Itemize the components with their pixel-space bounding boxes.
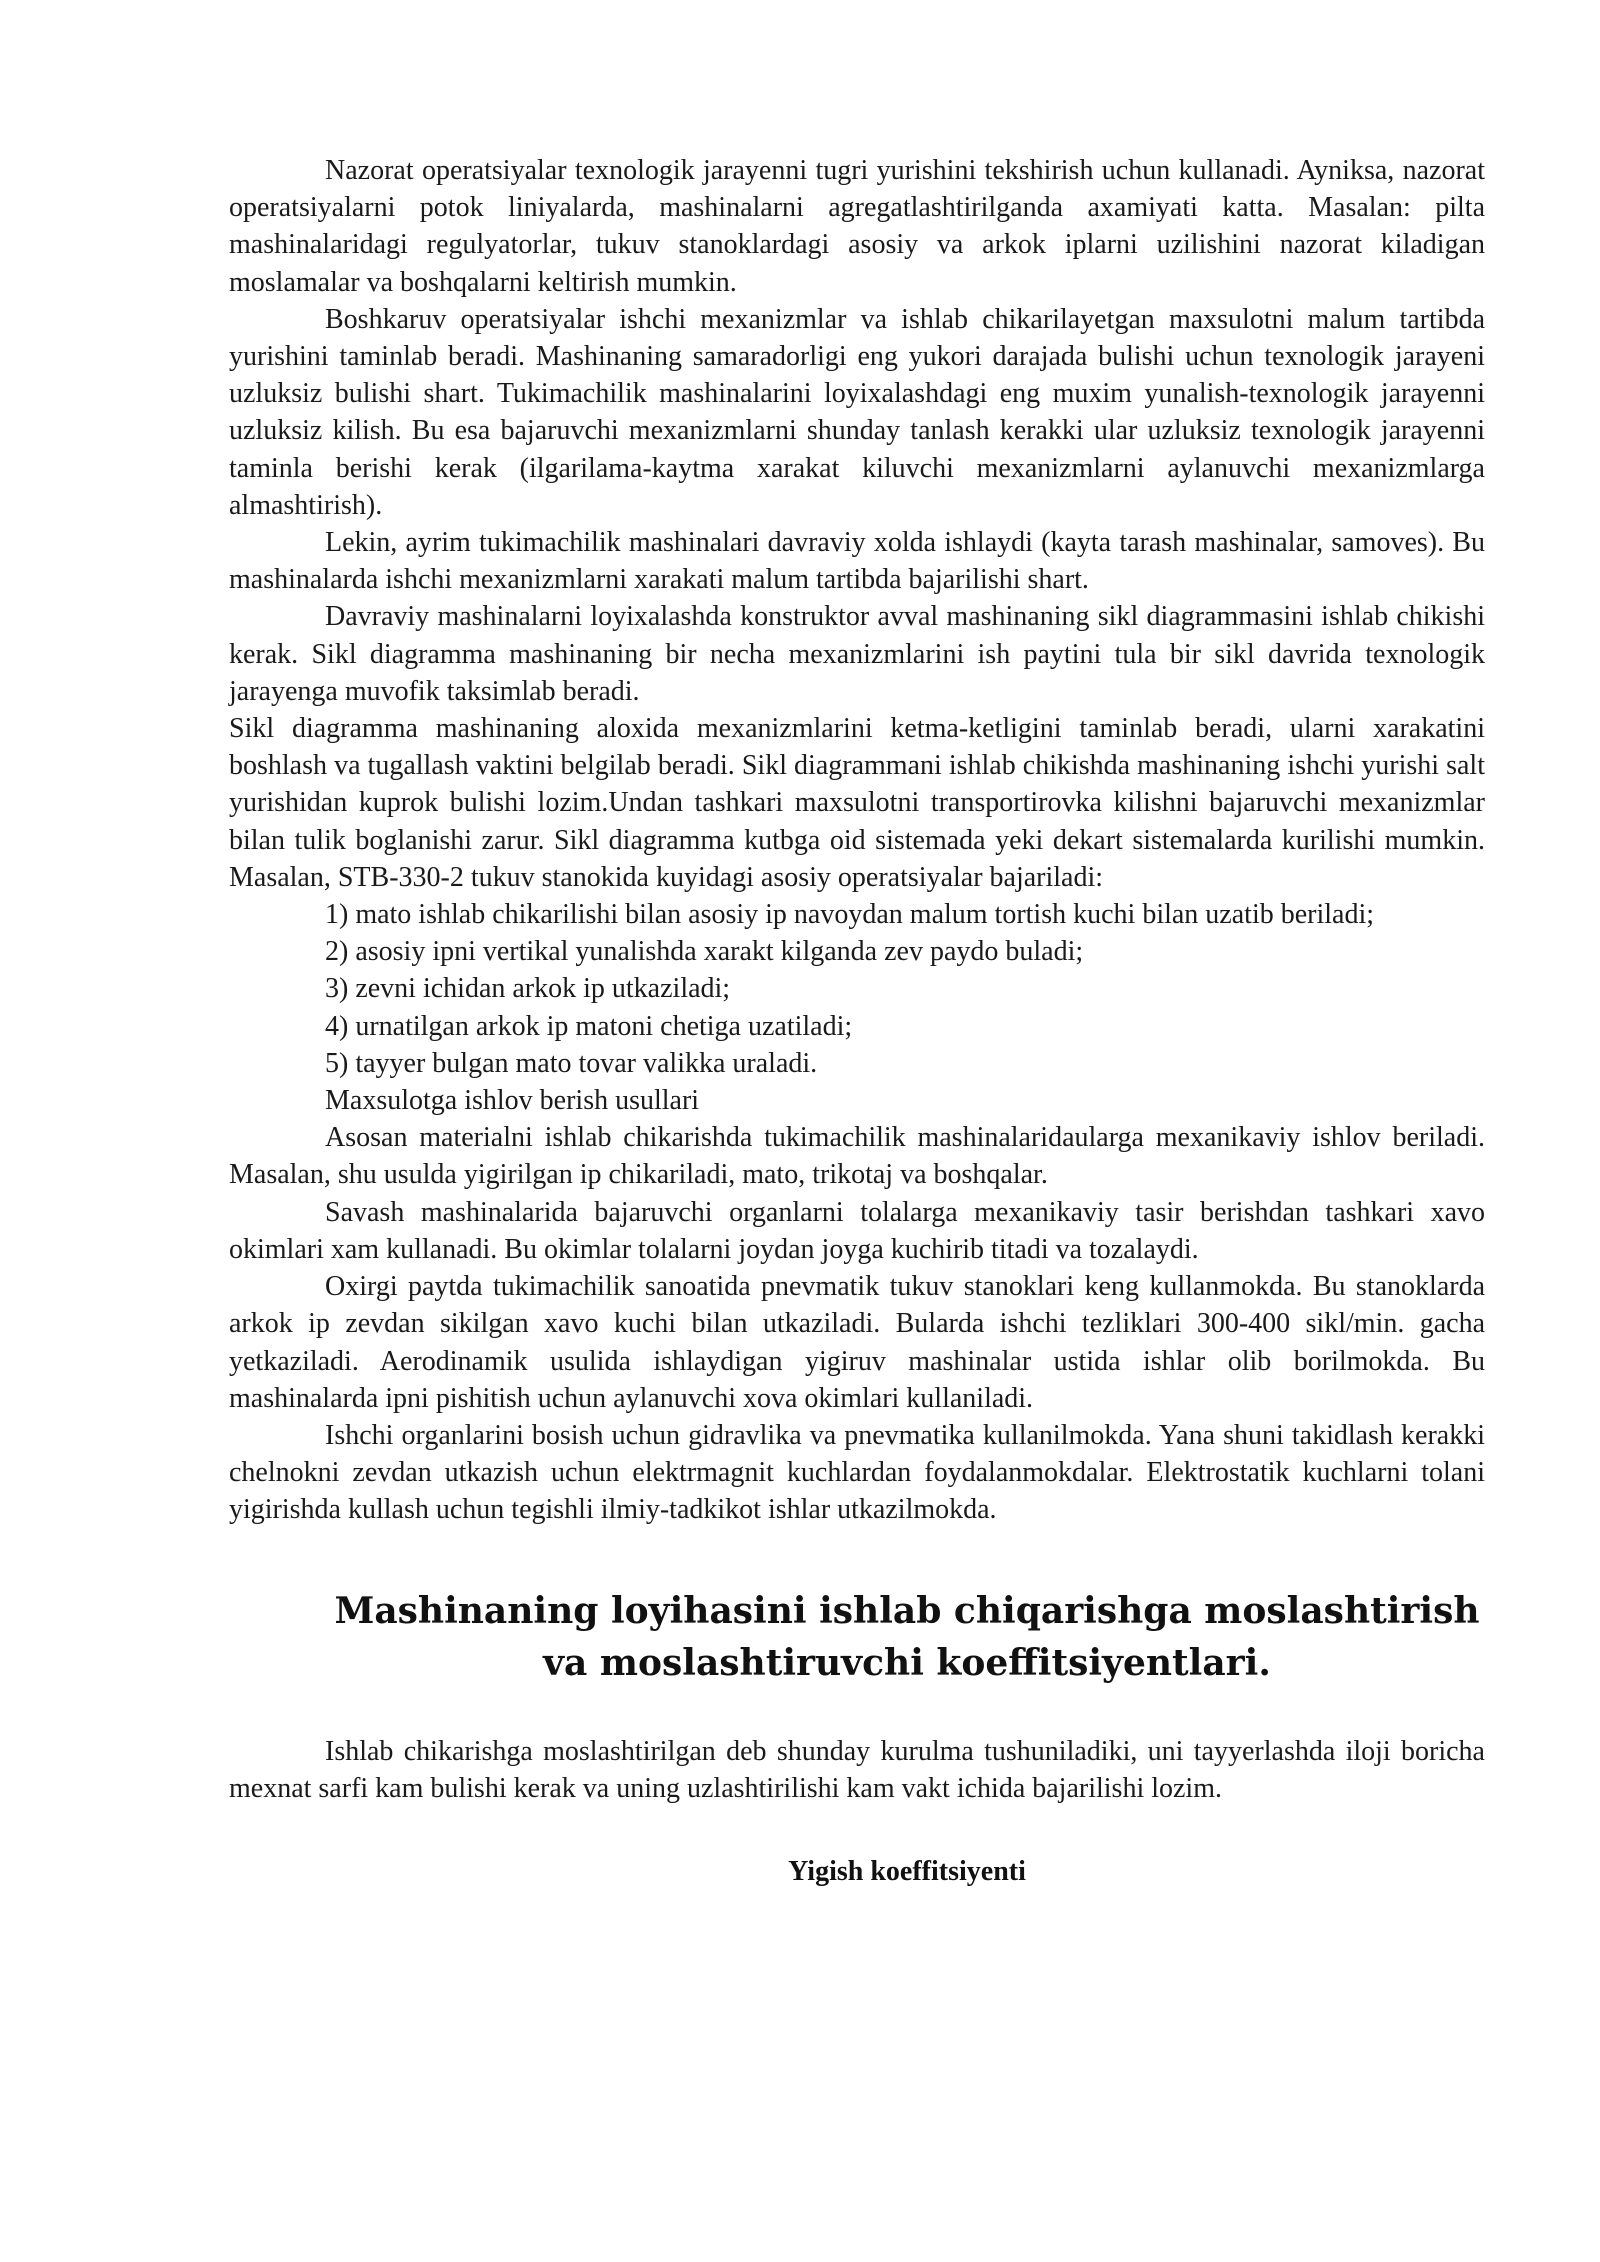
paragraph: Oxirgi paytda tukimachilik sanoatida pnevmatik tukuv stanoklari keng kullanmokda. Bu stanoklarda arkok ip zevdan sikilgan xavo kuchi bilan utkaziladi. Bularda ishchi tezliklari 300-400 sikl/min. gacha yetkaziladi. Aerodinamik usulida ishlaydigan yigiruv mashinalar ustida ishlar olib borilmokda. Bu mashinalarda ipni pishitish uchun aylanuvchi xova okimlari kullaniladi. xyxy=(229,1271,1485,1414)
paragraph: Boshkaruv operatsiyalar ishchi mexanizmlar va ishlab chikarilayetgan maxsulotni malum tartibda yurishini taminlab beradi. Mashinaning samaradorligi eng yukori darajada bulishi uchun texnologik jarayeni uzluksiz bulishi shart. Tukimachilik mashinalarini loyixalashdagi eng muxim yunalish-texnologik jarayenni uzluksiz kilish. Bu esa bajaruvchi mexanizmlarni shunday tanlash kerakki ular uzluksiz texnologik jarayenni taminla berishi kerak (ilgarilama-kaytma xarakat kiluvchi mexanizmlarni aylanuvchi mexanizmlarga almashtirish). xyxy=(229,303,1485,521)
paragraph: Nazorat operatsiyalar texnologik jarayenni tugri yurishini tekshirish uchun kullanadi. Ayniksa, nazorat operatsiyalarni potok liniyalarda, mashinalarni agregatlashtirilganda axamiyati katta. Masalan: pilta mashinalaridagi regulyatorlar, tukuv stanoklardagi asosiy va arkok iplarni uzilishini nazorat kiladigan moslamalar va boshqalarni keltirish mumkin. xyxy=(229,155,1485,298)
paragraph: Ishchi organlarini bosish uchun gidravlika va pnevmatika kullanilmokda. Yana shuni takidlash kerakki chelnokni zevdan utkazish uchun elektrmagnit kuchlardan foydalanmokdalar. Elektrostatik kuchlarni tolani yigirishda kullash uchun tegishli ilmiy-tadkikot ishlar utkazilmokda. xyxy=(229,1419,1485,1526)
paragraph: Asosan materialni ishlab chikarishda tukimachilik mashinalaridaularga mexanikaviy ishlov beriladi. Masalan, shu usulda yigirilgan ip chikariladi, mato, trikotaj va boshqalar. xyxy=(229,1122,1485,1191)
list-item: 3) zevni ichidan arkok ip utkaziladi; xyxy=(325,973,731,1005)
list-item: 1) mato ishlab chikarilishi bilan asosiy ip navoydan malum tortish kuchi bilan uzatib beriladi; xyxy=(325,899,1375,931)
document-page xyxy=(229,152,1485,1890)
paragraph-group-top xyxy=(229,152,1485,1529)
list-item: 2) asosiy ipni vertikal yunalishda xarakt kilganda zev paydo buladi; xyxy=(325,936,1084,968)
subheading: Yigish koeffitsiyenti xyxy=(788,1855,1026,1887)
paragraph: Sikl diagramma mashinaning aloxida mexanizmlarini ketma-ketligini taminlab beradi, ularni xarakatini boshlash va tugallash vaktini belgilab beradi. Sikl diagrammani ishlab chikishda mashinaning ishchi yurishi salt yurishidan kuprok bulishi lozim.Undan tashkari maxsulotni transportirovka kilishni bajaruvchi mexanizmlar bilan tulik boglanishi zarur. Sikl diagramma kutbga oid sistemada yeki dekart sistemalarda kurilishi mumkin. Masalan, STB-330-2 tukuv stanokida kuyidagi asosiy operatsiyalar bajariladi: xyxy=(229,713,1485,893)
section-heading: Mashinaning loyihasini ishlab chiqarishga moslashtirish va moslashtiruvchi koeffitsiyentlari. xyxy=(334,1589,1480,1684)
paragraph: Lekin, ayrim tukimachilik mashinalari davraviy xolda ishlaydi (kayta tarash mashinalar, samoves). Bu mashinalarda ishchi mexanizmlarni xarakati malum tartibda bajarilishi shart. xyxy=(229,527,1485,596)
paragraph: Ishlab chikarishga moslashtirilgan deb shunday kurulma tushuniladiki, uni tayyerlashda iloji boricha mexnat sarfi kam bulishi kerak va uning uzlashtirilishi kam vakt ichida bajarilishi lozim. xyxy=(229,1735,1485,1804)
list-item: 5) tayyer bulgan mato tovar valikka uraladi. xyxy=(325,1047,818,1079)
paragraph: Savash mashinalarida bajaruvchi organlarni tolalarga mexanikaviy tasir berishdan tashkari xavo okimlari xam kullanadi. Bu okimlar tolalarni joydan joyga kuchirib titadi va tozalaydi. xyxy=(229,1196,1485,1265)
list-item: 4) urnatilgan arkok ip matoni chetiga uzatiladi; xyxy=(325,1010,853,1042)
paragraph-subtitle: Maxsulotga ishlov berish usullari xyxy=(325,1085,700,1117)
paragraph: Davraviy mashinalarni loyixalashda konstruktor avval mashinaning sikl diagrammasini ishlab chikishi kerak. Sikl diagramma mashinaning bir necha mexanizmlarini ish paytini tula bir sikl davrida texnologik jarayenga muvofik taksimlab beradi. xyxy=(229,601,1485,707)
